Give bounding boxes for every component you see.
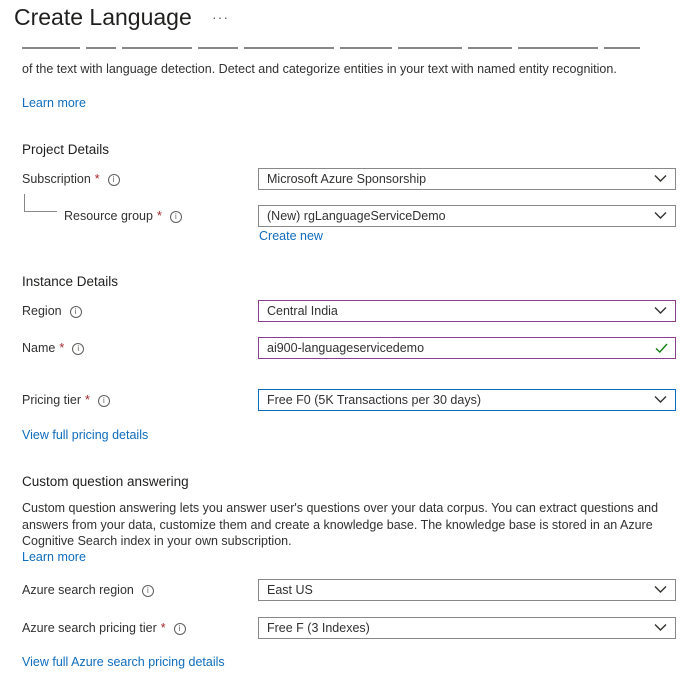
search-region-dropdown[interactable] bbox=[258, 579, 676, 601]
resource-group-value: (New) rgLanguageServiceDemo bbox=[267, 209, 446, 223]
subscription-dropdown[interactable] bbox=[258, 168, 676, 190]
view-search-pricing-link[interactable]: View full Azure search pricing details bbox=[22, 655, 225, 669]
region-label-text: Region bbox=[22, 304, 62, 318]
custom-qa-description bbox=[22, 500, 672, 550]
intro-text: of the text with language detection. Detect and categorize entities in your text with named entity recognition. bbox=[22, 62, 617, 76]
info-icon[interactable]: i bbox=[174, 623, 186, 635]
page-title: Create Language bbox=[14, 4, 192, 30]
subscription-label bbox=[22, 172, 120, 186]
more-options-button[interactable]: ··· bbox=[212, 9, 229, 25]
pricing-tier-dropdown[interactable] bbox=[258, 389, 676, 411]
info-icon[interactable]: i bbox=[72, 343, 84, 355]
name-value: ai900-languageservicedemo bbox=[267, 341, 425, 355]
pricing-tier-label-text: Pricing tier bbox=[22, 393, 82, 407]
search-region-value: East US bbox=[267, 583, 313, 597]
custom-qa-heading: Custom question answering bbox=[22, 474, 189, 489]
chevron-down-icon bbox=[654, 585, 667, 594]
resource-group-label bbox=[64, 209, 182, 223]
info-icon[interactable]: i bbox=[70, 306, 82, 318]
pricing-tier-label bbox=[22, 393, 110, 407]
learn-more-link[interactable]: Learn more bbox=[22, 96, 86, 110]
project-details-heading: Project Details bbox=[22, 142, 110, 157]
name-input[interactable] bbox=[258, 337, 676, 359]
search-pricing-tier-dropdown[interactable] bbox=[258, 617, 676, 639]
subscription-label-text: Subscription bbox=[22, 172, 91, 186]
region-dropdown[interactable] bbox=[258, 300, 676, 322]
instance-details-heading: Instance Details bbox=[22, 274, 119, 289]
checkmark-icon bbox=[655, 342, 668, 354]
chevron-down-icon bbox=[654, 211, 667, 220]
resource-group-label-text: Resource group bbox=[64, 209, 153, 223]
required-marker: * bbox=[59, 341, 65, 355]
description-line: answers from your data, customize them and create a knowledge base. The knowledge base is stored in an Azure bbox=[22, 517, 653, 532]
search-region-label bbox=[22, 583, 154, 597]
name-label bbox=[22, 341, 84, 355]
view-pricing-link[interactable]: View full pricing details bbox=[22, 428, 149, 442]
required-marker: * bbox=[85, 393, 90, 407]
tree-connector-vertical bbox=[24, 194, 25, 211]
required-marker: * bbox=[160, 621, 166, 635]
required-marker: * bbox=[94, 172, 100, 186]
search-pricing-tier-label-text: Azure search pricing tier bbox=[22, 621, 157, 635]
required-marker: * bbox=[156, 209, 162, 223]
chevron-down-icon bbox=[654, 623, 667, 632]
tree-connector-horizontal bbox=[24, 211, 57, 212]
resource-group-dropdown[interactable] bbox=[258, 205, 676, 227]
region-value: Central India bbox=[267, 304, 338, 318]
search-pricing-tier-label bbox=[22, 621, 186, 635]
custom-qa-learn-more-link[interactable]: Learn more bbox=[22, 550, 86, 564]
chevron-down-icon bbox=[654, 306, 667, 315]
description-line: Custom question answering lets you answer user's questions over your data corpus. You can extract questions and bbox=[22, 501, 659, 515]
search-pricing-tier-value: Free F (3 Indexes) bbox=[267, 621, 370, 635]
subscription-value: Microsoft Azure Sponsorship bbox=[267, 172, 427, 186]
description-line: Cognitive Search index in your own subscription. bbox=[22, 534, 292, 548]
info-icon[interactable]: i bbox=[98, 395, 110, 407]
info-icon[interactable]: i bbox=[170, 211, 182, 223]
search-region-label-text: Azure search region bbox=[22, 583, 134, 597]
info-icon[interactable]: i bbox=[142, 585, 154, 597]
create-new-link[interactable]: Create new bbox=[259, 229, 323, 243]
name-label-text: Name bbox=[22, 341, 56, 355]
chevron-down-icon bbox=[654, 395, 667, 404]
region-label bbox=[22, 304, 82, 318]
info-icon[interactable]: i bbox=[108, 174, 120, 186]
pricing-tier-value: Free F0 (5K Transactions per 30 days) bbox=[267, 393, 481, 407]
clipped-text-line bbox=[22, 47, 662, 51]
chevron-down-icon bbox=[654, 174, 667, 183]
